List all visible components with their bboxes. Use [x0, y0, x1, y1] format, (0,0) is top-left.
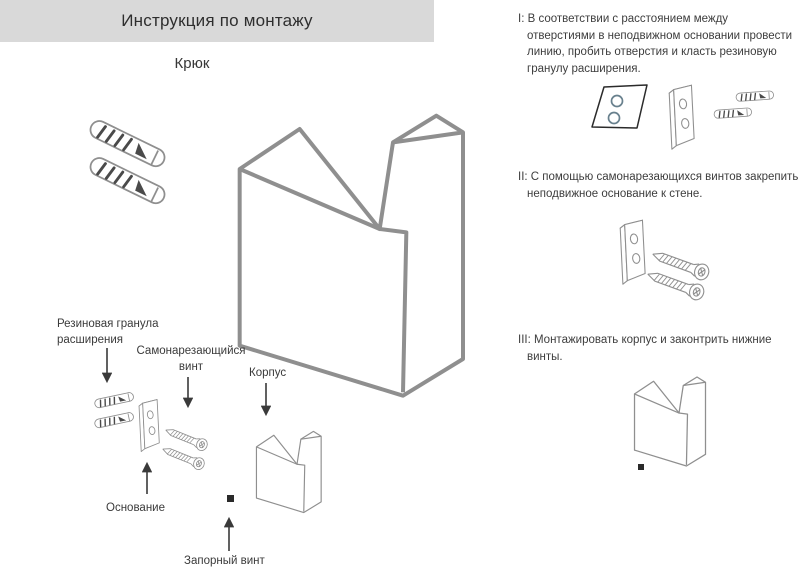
label-lock-screw: Запорный винт [184, 555, 265, 567]
wall-plug-icon [736, 91, 774, 102]
step-2-text: II: С помощью самонарезающихся винтов закрепить неподвижное основание к стене. [518, 171, 799, 200]
title-band [0, 0, 434, 42]
hook-body-icon [635, 377, 706, 466]
page-title: Инструкция по монтажу [121, 11, 313, 30]
product-name: Крюк [174, 55, 210, 72]
base-plate-icon [620, 220, 645, 284]
label-screw: Самонарезающийся винт [136, 345, 246, 373]
step-3-diagram [622, 368, 732, 476]
label-body: Корпус [249, 367, 287, 379]
lock-screw-icon [638, 464, 644, 470]
label-base: Основание [106, 502, 165, 514]
label-rubber-plug: Резиновая гранула расширения [57, 318, 159, 346]
base-plate-icon [669, 85, 694, 149]
step-2-diagram [600, 212, 790, 307]
step-1-text: I: В соответствии с расстоянием между отверстиями в неподвижном основании провести линию, пробить отверстия и класть резиновую гранулу расширения. [518, 13, 793, 76]
screw-icon [650, 247, 711, 282]
step-1-diagram [585, 80, 785, 142]
step-3-text: III: Монтажировать корпус и законтрить нижние винты. [518, 334, 772, 363]
hook-assembled-drawing [80, 86, 295, 261]
wall-plug-icon [714, 108, 752, 119]
drill-template-icon [592, 85, 647, 128]
